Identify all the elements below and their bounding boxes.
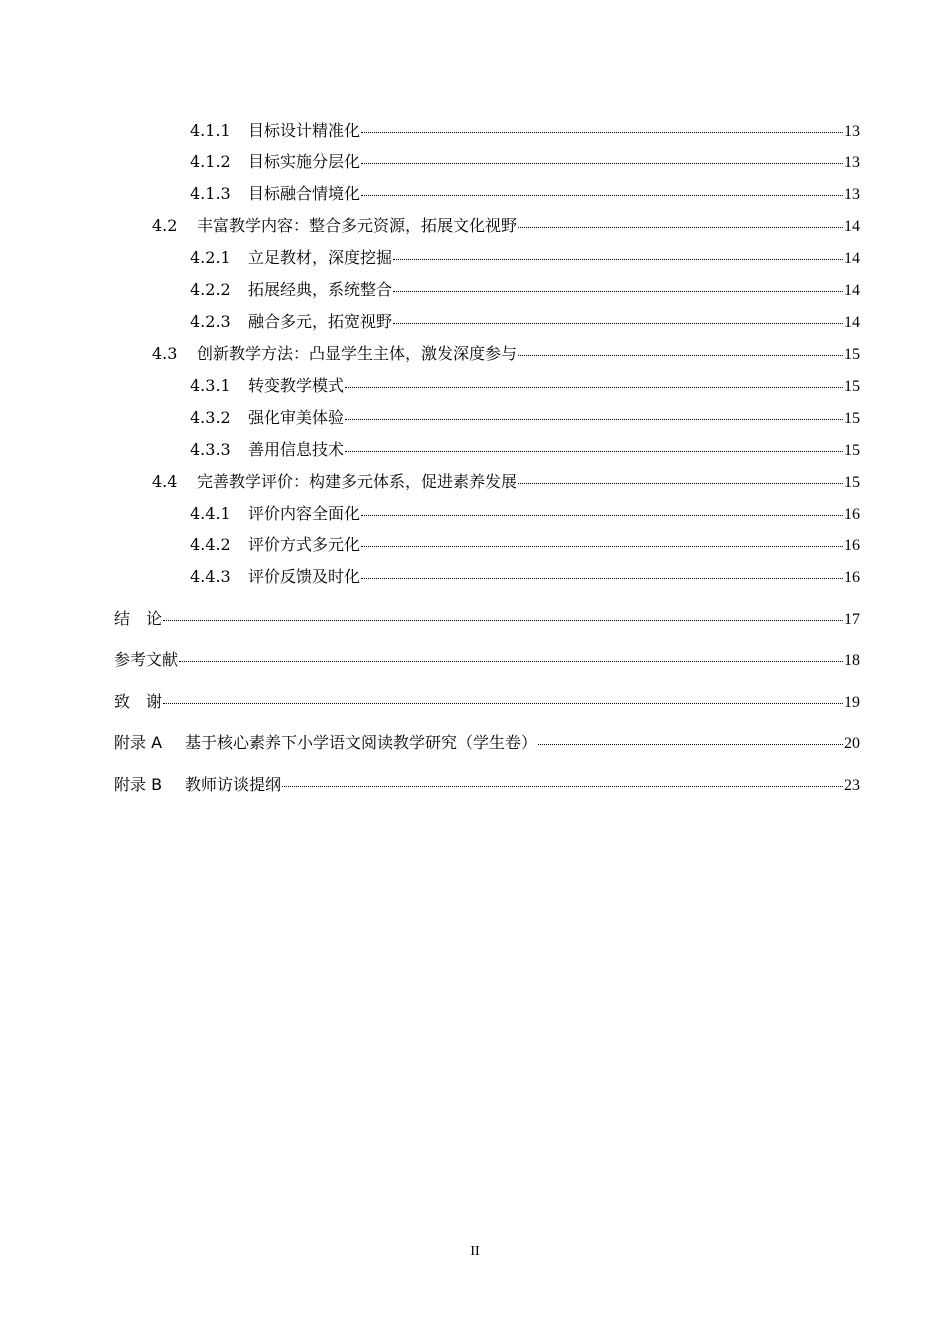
toc-entry-title: 评价方式多元化: [248, 535, 361, 554]
toc-entry-title: 目标实施分层化: [248, 152, 361, 171]
toc-entry-page: 14: [844, 314, 860, 331]
dot-leader: [361, 546, 843, 547]
toc-entry-number: 4.2: [152, 216, 178, 235]
toc-entry-page: 13: [844, 123, 860, 140]
toc-entry[interactable]: [190, 121, 860, 142]
dot-leader: [393, 291, 843, 292]
toc-entry-title: 强化审美体验: [248, 408, 345, 427]
toc-entry[interactable]: [152, 216, 860, 237]
toc-entry-page: 16: [844, 506, 860, 523]
toc-entry-page: 15: [844, 346, 860, 363]
dot-leader: [163, 620, 843, 621]
toc-entry-title: 善用信息技术: [248, 440, 345, 459]
toc-entry[interactable]: [190, 152, 860, 173]
dot-leader: [393, 323, 843, 324]
toc-entry[interactable]: [190, 535, 860, 556]
toc-entry-title: 致 谢: [114, 692, 163, 711]
toc-entry-number: 4.1.3: [190, 184, 231, 203]
toc-entry-number: 4.1.2: [190, 152, 231, 171]
toc-entry-title: 丰富教学内容：整合多元资源，拓展文化视野: [197, 216, 518, 235]
toc-entry-number: 4.4.3: [190, 567, 231, 586]
toc-entry-page: 14: [844, 218, 860, 235]
toc-entry-page: 18: [844, 652, 860, 669]
dot-leader: [179, 661, 843, 662]
toc-entry-page: 14: [844, 282, 860, 299]
toc-entry-number: 4.3.3: [190, 440, 231, 459]
toc-entry-number: 4.2.1: [190, 248, 231, 267]
toc-entry-page: 13: [844, 154, 860, 171]
toc-entry[interactable]: [114, 733, 860, 754]
toc-entry[interactable]: [114, 609, 860, 630]
toc-entry[interactable]: [114, 692, 860, 713]
dot-leader: [361, 195, 843, 196]
toc-entry[interactable]: [190, 376, 860, 397]
toc-entry-number: 4.4.1: [190, 504, 231, 523]
toc-entry[interactable]: [152, 472, 860, 493]
toc-entry[interactable]: [190, 248, 860, 269]
dot-leader: [282, 786, 843, 787]
toc-entry[interactable]: [114, 650, 860, 671]
toc-entry-page: 17: [844, 611, 860, 628]
toc-entry-title: 转变教学模式: [248, 376, 345, 395]
toc-entry[interactable]: [190, 184, 860, 205]
toc-entry-page: 13: [844, 186, 860, 203]
toc-entry-number: 附录 B: [114, 775, 163, 794]
toc-entry-number: 4.4: [152, 472, 178, 491]
toc-entry-number: 4.1.1: [190, 121, 231, 140]
toc-entry-page: 20: [844, 735, 860, 752]
toc-entry-page: 16: [844, 569, 860, 586]
toc-entry-number: 4.4.2: [190, 535, 231, 554]
page-number-footer: II: [470, 1244, 480, 1259]
toc-entry-number: 附录 A: [114, 733, 163, 752]
toc-entry-title: 评价内容全面化: [248, 504, 361, 523]
toc-entry-title: 目标融合情境化: [248, 184, 361, 203]
dot-leader: [361, 163, 843, 164]
toc-entry-title: 完善教学评价：构建多元体系，促进素养发展: [197, 472, 518, 491]
toc-entry-page: 15: [844, 378, 860, 395]
dot-leader: [163, 703, 843, 704]
toc-entry-page: 19: [844, 694, 860, 711]
toc-entry-title: 目标设计精准化: [248, 121, 361, 140]
dot-leader: [361, 132, 843, 133]
toc-entry-title: 融合多元，拓宽视野: [248, 312, 393, 331]
toc-entry-number: 4.3.2: [190, 408, 231, 427]
toc-entry-title: 参考文献: [114, 650, 179, 669]
toc-entry-title: 基于核心素养下小学语文阅读教学研究（学生卷）: [185, 733, 538, 752]
toc-entry-number: 4.3: [152, 344, 178, 363]
toc-entry-title: 结 论: [114, 609, 163, 628]
toc-entry-number: 4.3.1: [190, 376, 231, 395]
toc-entry-number: 4.2.3: [190, 312, 231, 331]
dot-leader: [345, 451, 843, 452]
toc-entry[interactable]: [190, 312, 860, 333]
toc-entry-title: 教师访谈提纲: [185, 775, 282, 794]
toc-entry-number: 4.2.2: [190, 280, 231, 299]
toc-entry[interactable]: [190, 504, 860, 525]
toc-entry-page: 23: [844, 777, 860, 794]
dot-leader: [393, 259, 843, 260]
toc-entry[interactable]: [190, 567, 860, 588]
toc-entry[interactable]: [190, 408, 860, 429]
dot-leader: [361, 515, 843, 516]
toc-entry[interactable]: [114, 775, 860, 796]
toc-entry-page: 15: [844, 474, 860, 491]
toc-entry[interactable]: [152, 344, 860, 365]
toc-entry[interactable]: [190, 440, 860, 461]
toc-entry-title: 立足教材，深度挖掘: [248, 248, 393, 267]
toc-entry-page: 16: [844, 537, 860, 554]
toc-entry-page: 14: [844, 250, 860, 267]
toc-entry-page: 15: [844, 410, 860, 427]
toc-entry-title: 拓展经典，系统整合: [248, 280, 393, 299]
toc-entry[interactable]: [190, 280, 860, 301]
dot-leader: [361, 578, 843, 579]
dot-leader: [518, 355, 843, 356]
toc-entry-title: 评价反馈及时化: [248, 567, 361, 586]
toc-entry-title: 创新教学方法：凸显学生主体，激发深度参与: [197, 344, 518, 363]
toc-entry-page: 15: [844, 442, 860, 459]
dot-leader: [518, 227, 843, 228]
dot-leader: [345, 419, 843, 420]
dot-leader: [518, 483, 843, 484]
dot-leader: [345, 387, 843, 388]
dot-leader: [538, 744, 843, 745]
